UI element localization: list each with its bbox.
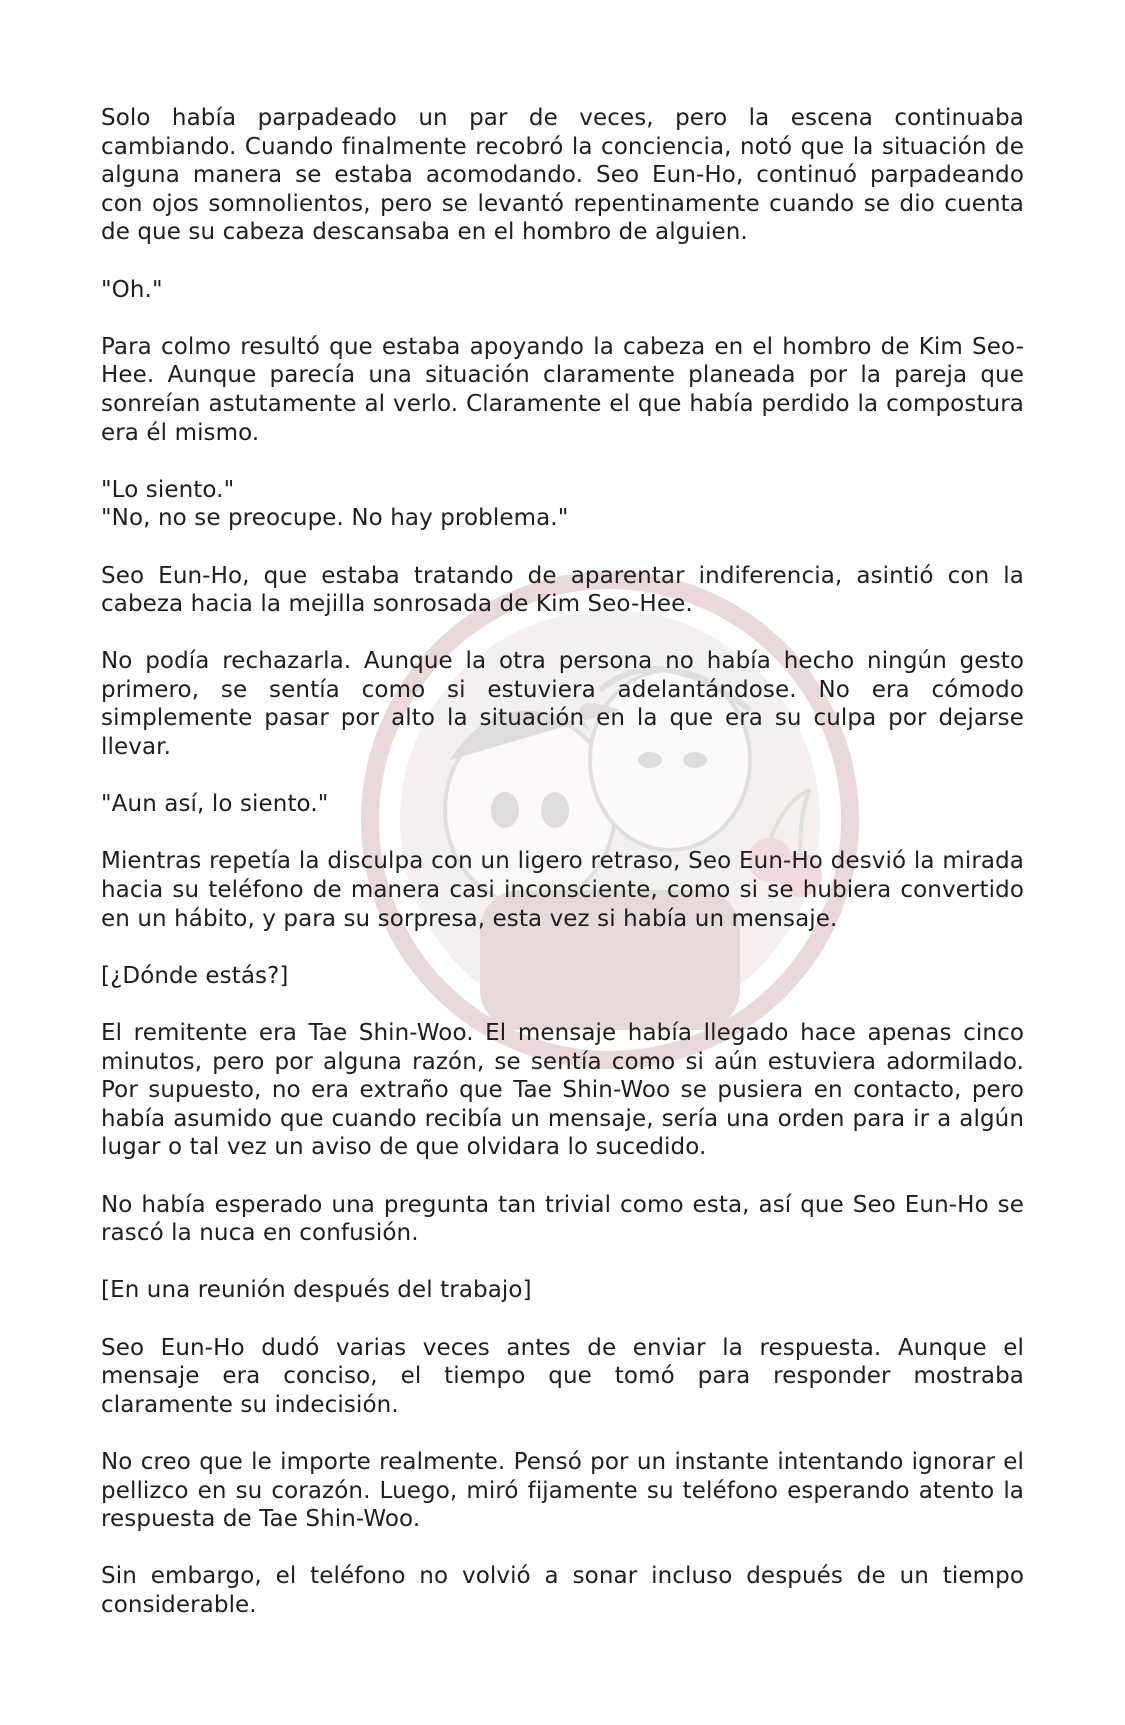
dialogue-line: "Aun así, lo siento." bbox=[101, 791, 329, 818]
paragraph: El remitente era Tae Shin-Woo. El mensaje había llegado hace apenas cinco minutos, pero por alguna razón, se sentía como si aún estuviera adormilado. Por supuesto, no era extraño que Tae Shin-Woo se pusiera en contacto, pero había asumido que cuando recibía un mensaje, sería una orden para ir a algún lugar o tal vez un aviso de que olvidara lo sucedido. bbox=[101, 1020, 1024, 1161]
paragraph: No podía rechazarla. Aunque la otra persona no había hecho ningún gesto primero, se sentía como si estuviera adelantándose. No era cómodo simplemente pasar por alto la situación en la que era su culpa por dejarse llevar. bbox=[101, 648, 1024, 761]
dialogue-line: "No, no se preocupe. No hay problema." bbox=[101, 505, 569, 532]
paragraph: Seo Eun-Ho, que estaba tratando de aparentar indiferencia, asintió con la cabeza hacia la mejilla sonrosada de Kim Seo-Hee. bbox=[101, 562, 1024, 618]
paragraph: No había esperado una pregunta tan trivial como esta, así que Seo Eun-Ho se rascó la nuca en confusión. bbox=[101, 1191, 1024, 1247]
paragraph: No creo que le importe realmente. Pensó por un instante intentando ignorar el pellizco en su corazón. Luego, miró fijamente su teléfono esperando atento la respuesta de Tae Shin-Woo. bbox=[101, 1448, 1024, 1533]
paragraph: Sin embargo, el teléfono no volvió a sonar incluso después de un tiempo considerable. bbox=[101, 1563, 1024, 1618]
paragraph: Solo había parpadeado un par de veces, pero la escena continuaba cambiando. Cuando finalmente recobró la conciencia, notó que la situación de alguna manera se estaba acomodando. Seo Eun-Ho, continuó parpadeando con ojos somnolientos, pero se levantó repentinamente cuando se dio cuenta de que su cabeza descansaba en el hombro de alguien. bbox=[101, 105, 1024, 246]
dialogue-line: "Lo siento." bbox=[101, 476, 235, 503]
body-text bbox=[101, 104, 1024, 1648]
paragraph: Mientras repetía la disculpa con un ligero retraso, Seo Eun-Ho desvió la mirada hacia su teléfono de manera casi inconsciente, como si se hubiera convertido en un hábito, y para su sorpresa, esta vez si había un mensaje. bbox=[101, 848, 1024, 932]
text-message: [En una reunión después del trabajo] bbox=[101, 1277, 532, 1304]
paragraph: Para colmo resultó que estaba apoyando la cabeza en el hombro de Kim Seo-Hee. Aunque parecía una situación claramente planeada por la pareja que sonreían astutamente al verlo. Claramente el que había perdido la compostura era él mismo. bbox=[101, 333, 1024, 446]
paragraph: Seo Eun-Ho dudó varias veces antes de enviar la respuesta. Aunque el mensaje era conciso, el tiempo que tomó para responder mostraba claramente su indecisión. bbox=[101, 1334, 1024, 1418]
text-message: [¿Dónde estás?] bbox=[101, 962, 289, 989]
dialogue-line: "Oh." bbox=[101, 276, 163, 303]
